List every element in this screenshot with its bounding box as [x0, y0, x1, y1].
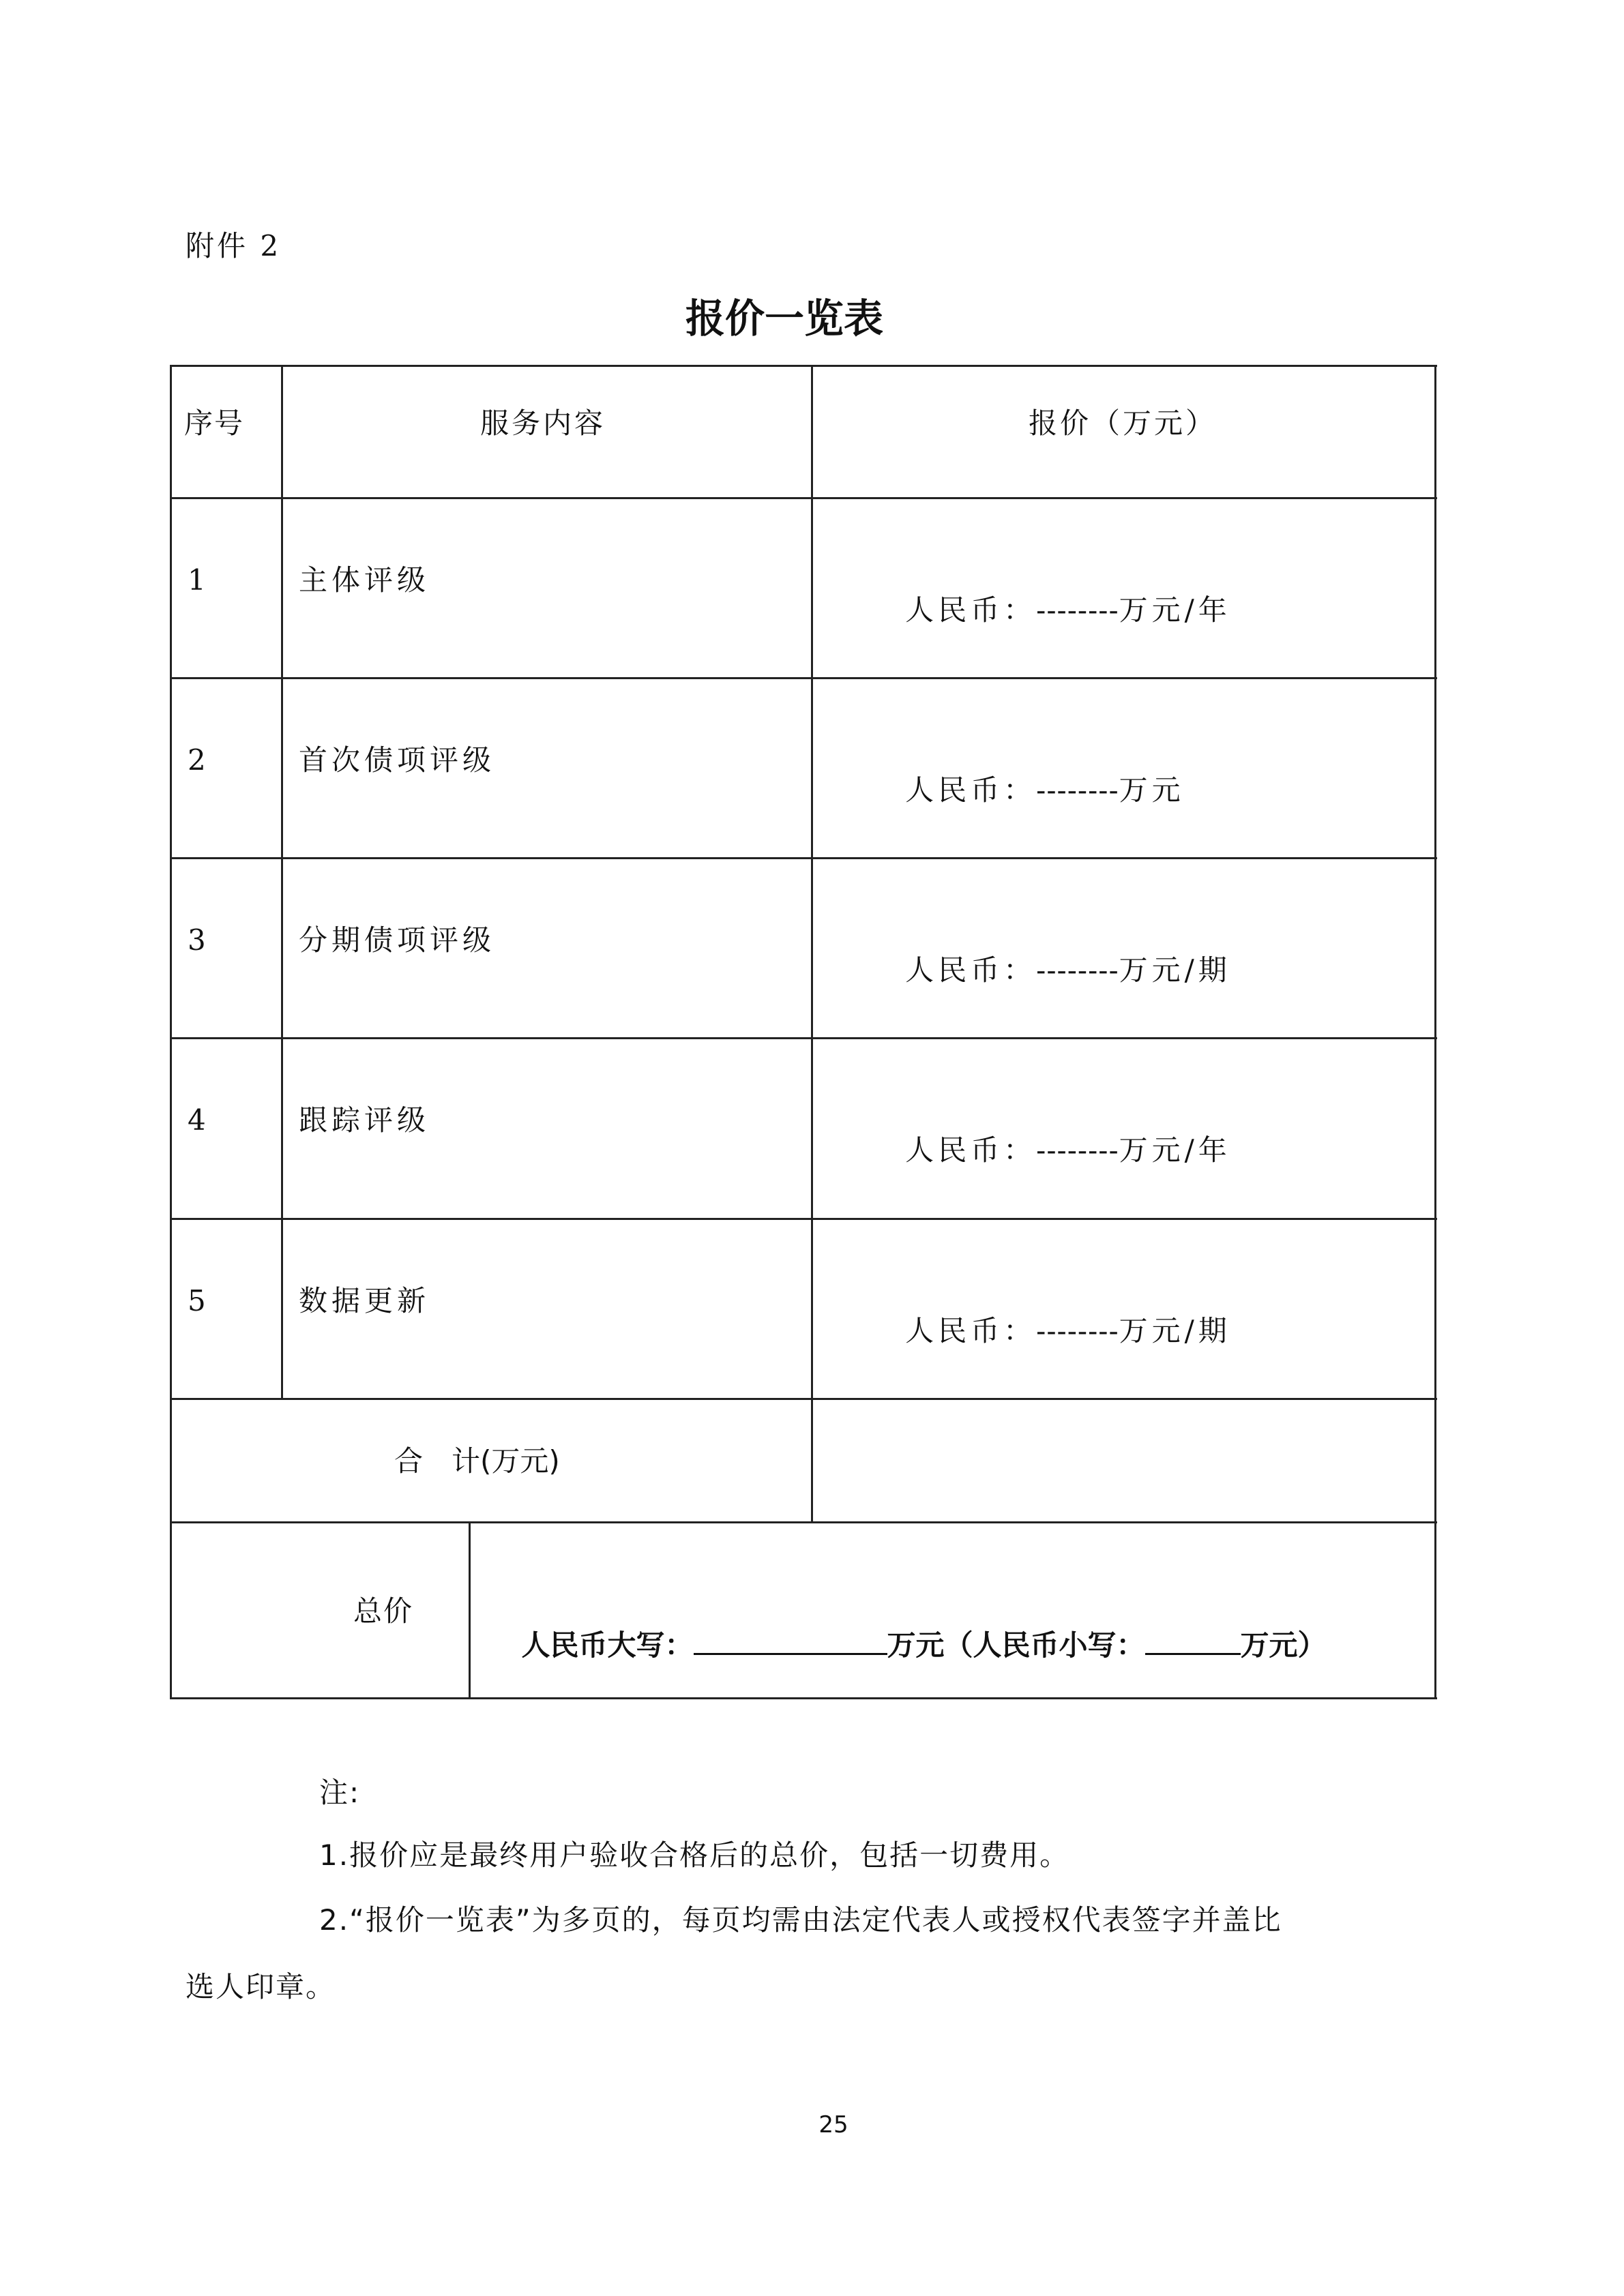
row-price: [826, 927, 1231, 1013]
row-price: [826, 747, 1185, 833]
price-blank[interactable]: --------: [1036, 1133, 1119, 1167]
row-divider: [171, 497, 1437, 499]
capital-amount-field[interactable]: [694, 1626, 887, 1655]
price-prefix: 人民币：: [905, 1314, 1037, 1347]
table-border-bottom: [171, 1697, 1437, 1699]
total-label: 总价: [353, 1594, 414, 1628]
total-value-line: [482, 1597, 1327, 1688]
header-price: 报价（万元）: [1029, 406, 1217, 440]
price-unit: 万元/年: [1119, 1133, 1231, 1167]
price-blank[interactable]: --------: [1036, 1314, 1119, 1347]
price-prefix: 人民币：: [905, 593, 1037, 627]
row-divider: [171, 1521, 1437, 1523]
price-unit: 万元/期: [1119, 1314, 1231, 1347]
note-item: 2.“报价一览表”为多页的，每页均需由法定代表人或授权代表签字并盖比: [319, 1903, 1282, 1937]
row-divider: [171, 677, 1437, 679]
page-title: 报价一览表: [685, 295, 883, 342]
small-unit: 万元）: [1240, 1628, 1327, 1662]
capital-unit: 万元（人民币小写：: [887, 1628, 1145, 1662]
row-price: [826, 567, 1231, 653]
row-divider: [171, 1218, 1437, 1220]
row-seq: 5: [188, 1284, 206, 1317]
price-prefix: 人民币：: [905, 953, 1037, 987]
header-service: 服务内容: [480, 406, 606, 440]
table-border-right: [1434, 365, 1436, 1699]
row-service: 分期债项评级: [299, 923, 496, 957]
table-border-top: [171, 365, 1437, 367]
note-item: 选人印章。: [186, 1970, 336, 2003]
row-divider: [171, 857, 1437, 859]
table-border-left: [170, 365, 172, 1699]
capital-prefix: 人民币大写：: [521, 1628, 694, 1662]
attachment-label: 附件 2: [186, 229, 282, 263]
header-seq: 序号: [184, 406, 245, 440]
row-divider: [171, 1037, 1437, 1039]
row-seq: 3: [188, 923, 206, 957]
col-divider-total: [469, 1521, 471, 1699]
price-blank[interactable]: --------: [1036, 953, 1119, 987]
price-blank[interactable]: --------: [1036, 593, 1119, 627]
col-divider-price: [811, 365, 813, 1523]
subtotal-label: 合 计(万元): [394, 1444, 560, 1478]
notes-heading: 注:: [319, 1776, 361, 1809]
row-divider: [171, 1398, 1437, 1400]
page-number: 25: [818, 2111, 848, 2138]
price-unit: 万元/年: [1119, 593, 1231, 627]
row-service: 首次债项评级: [299, 743, 496, 777]
price-prefix: 人民币：: [905, 773, 1037, 807]
row-price: [826, 1107, 1231, 1193]
note-item: 1.报价应是最终用户验收合格后的总价，包括一切费用。: [319, 1838, 1070, 1872]
price-blank[interactable]: --------: [1036, 773, 1119, 807]
row-seq: 2: [188, 743, 206, 777]
row-price: [826, 1288, 1231, 1374]
row-service: 数据更新: [299, 1284, 430, 1317]
small-amount-field[interactable]: [1145, 1626, 1241, 1655]
price-prefix: 人民币：: [905, 1133, 1037, 1167]
row-service: 跟踪评级: [299, 1103, 430, 1137]
row-seq: 4: [188, 1103, 206, 1137]
price-unit: 万元: [1119, 773, 1185, 807]
row-service: 主体评级: [299, 563, 430, 597]
subtotal-value[interactable]: [826, 1447, 1419, 1477]
row-seq: 1: [188, 563, 206, 597]
price-unit: 万元/期: [1119, 953, 1231, 987]
col-divider-seq: [281, 365, 283, 1400]
